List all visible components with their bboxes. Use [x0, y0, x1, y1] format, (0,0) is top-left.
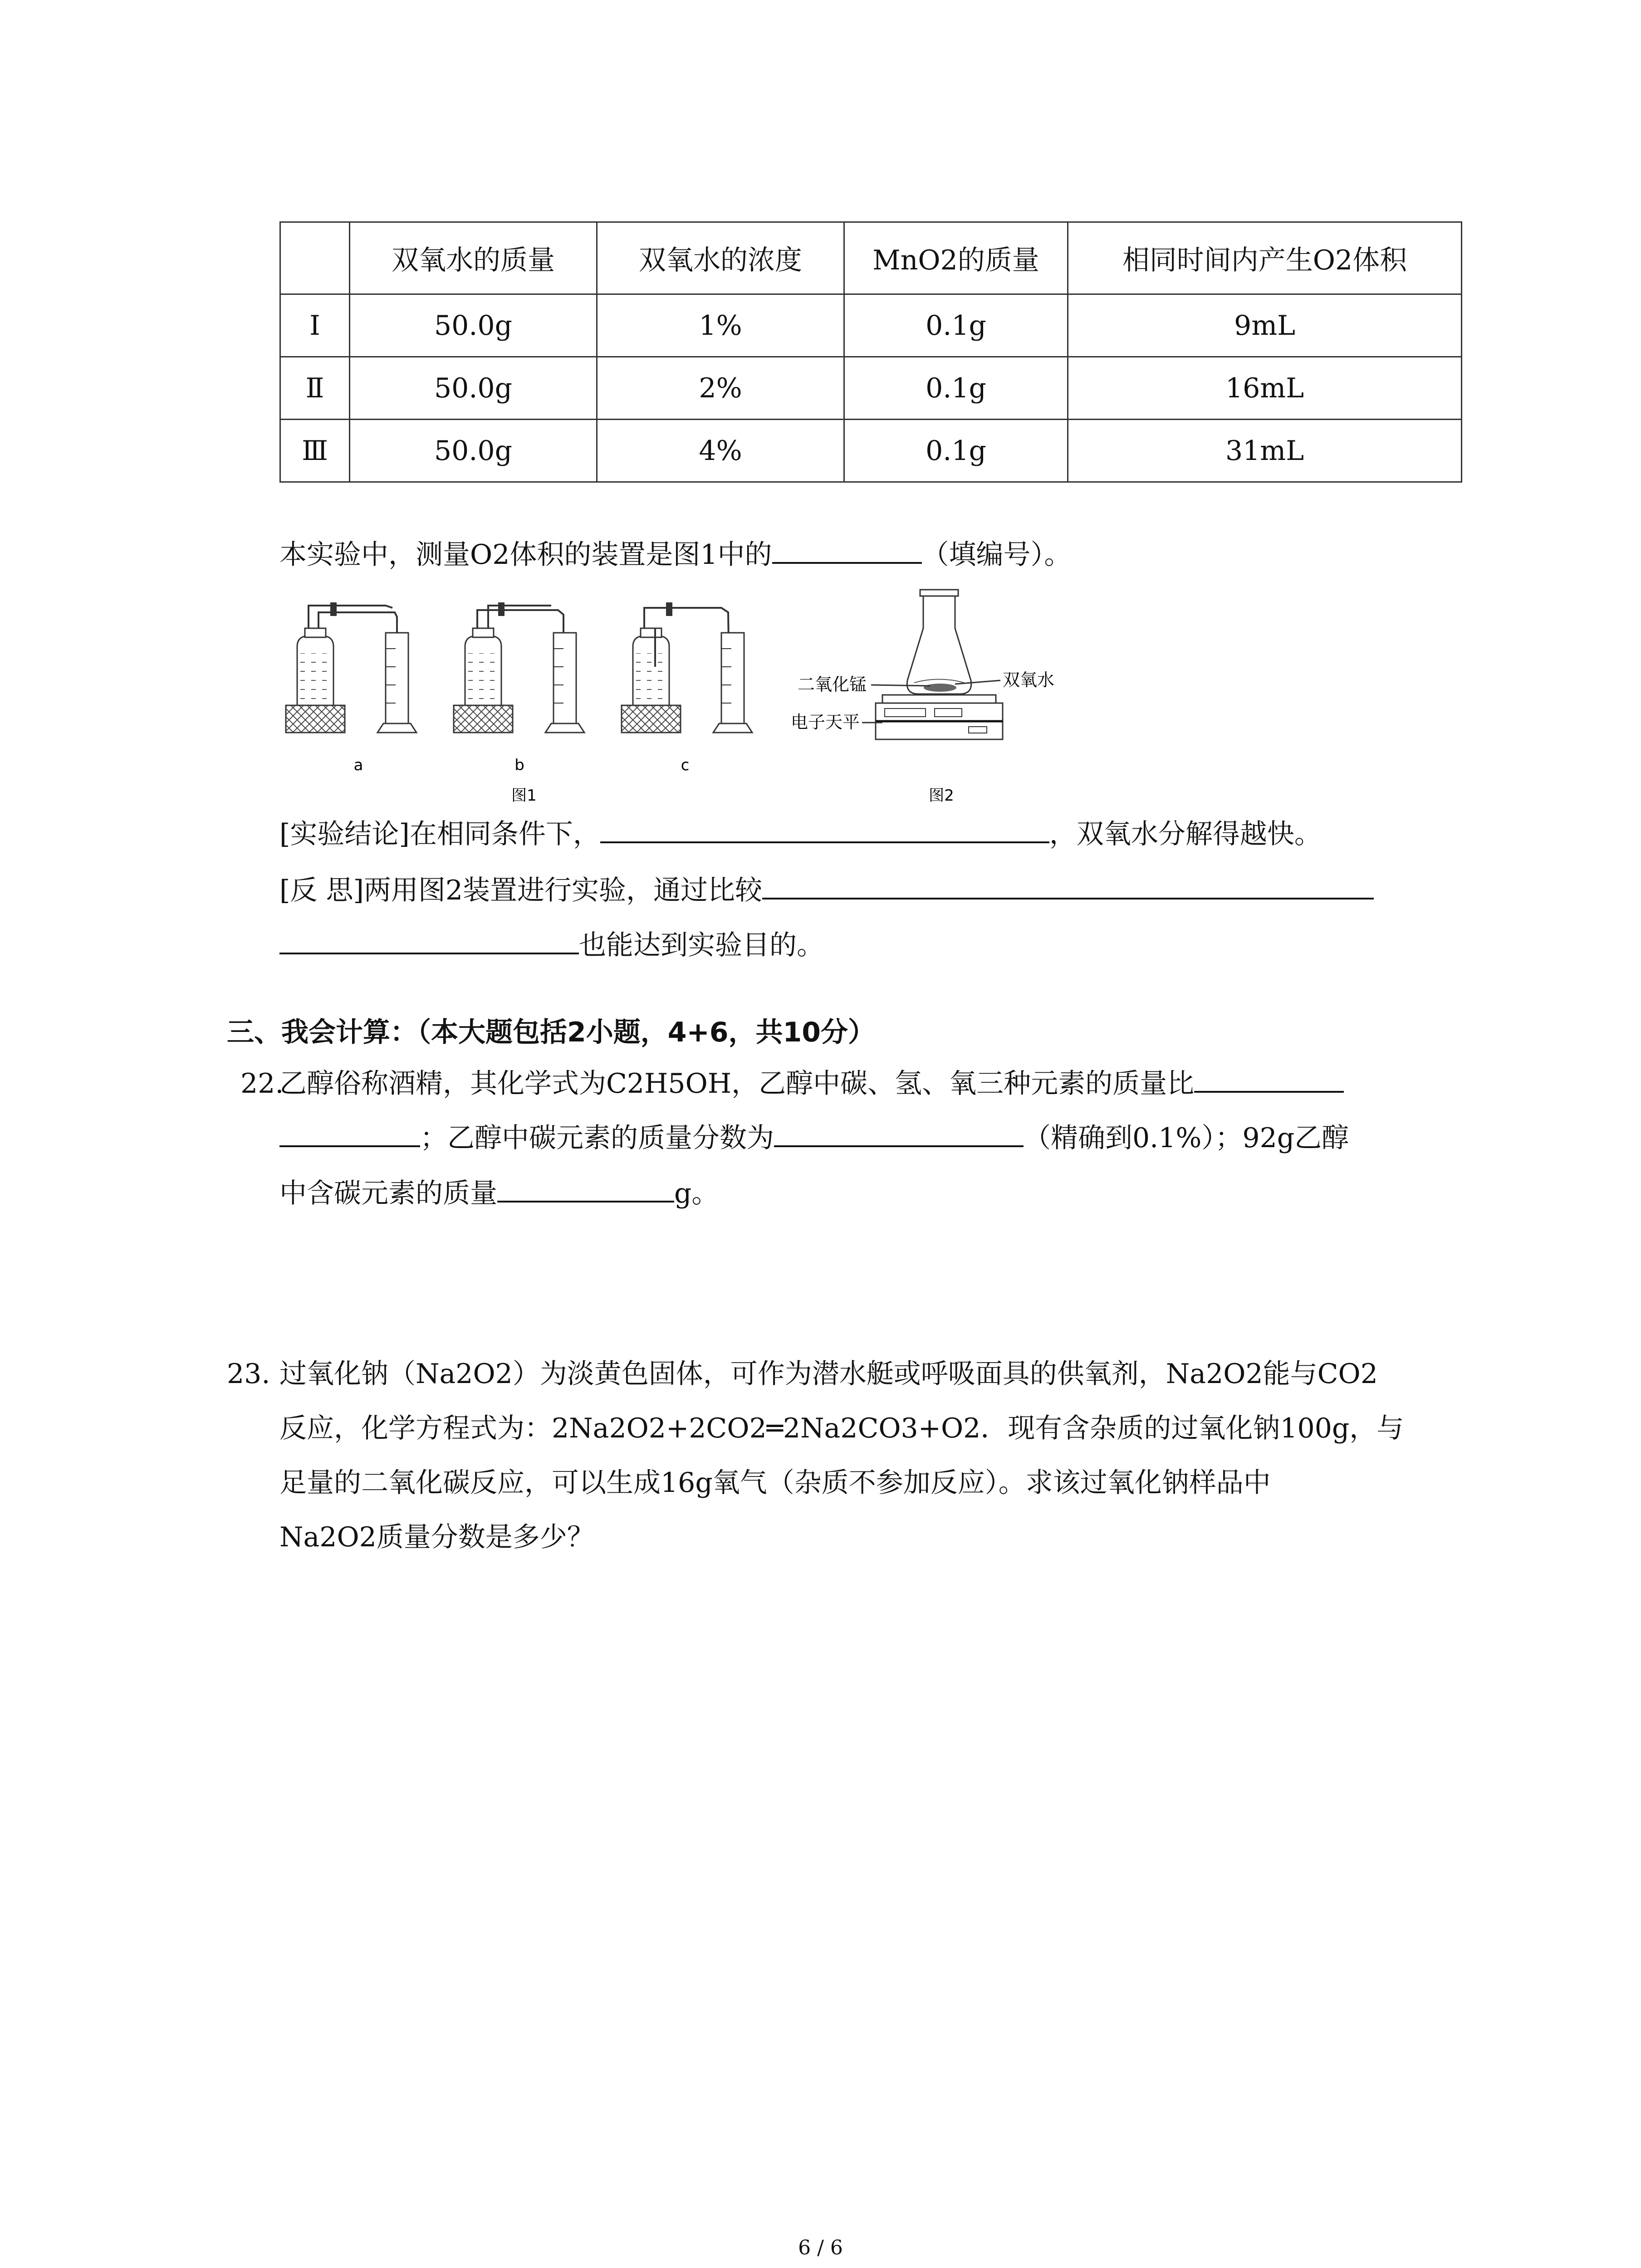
cell-volume: 9mL	[1068, 294, 1462, 357]
question-measure-text: 本实验中，测量O2体积的装置是图1中的	[279, 539, 772, 571]
label-balance: 电子天平	[790, 712, 860, 732]
cell-volume: 31mL	[1068, 420, 1462, 482]
figure-2-caption: 图2	[929, 787, 954, 805]
cell-mass: 50.0g	[350, 420, 597, 482]
question-measure-suffix: （填编号）。	[921, 539, 1072, 571]
answer-blank[interactable]	[1194, 1091, 1344, 1093]
label-mno2: 二氧化锰	[797, 675, 867, 694]
question-22-text: 乙醇俗称酒精，其化学式为C2H5OH，乙醇中碳、氢、氧三种元素的质量比	[279, 1068, 1195, 1100]
answer-blank[interactable]	[600, 841, 1049, 843]
table-header-cell: 双氧水的质量	[350, 222, 597, 294]
answer-blank[interactable]	[497, 1201, 674, 1202]
question-22-text: （精确到0.1%）；92g乙醇	[1024, 1122, 1349, 1154]
question-22-line3	[279, 1177, 719, 1210]
flask-on-balance	[862, 590, 1003, 739]
figure-1-caption: 图1	[511, 787, 537, 805]
cell-mno2: 0.1g	[844, 357, 1068, 420]
question-23-line4: Na2O2质量分数是多少？	[279, 1521, 594, 1553]
cell-concentration: 4%	[597, 420, 844, 482]
question-23-line1: 过氧化钠（Na2O2）为淡黄色固体，可作为潜水艇或呼吸面具的供氧剂，Na2O2能与CO2	[279, 1358, 1378, 1390]
cell-concentration: 2%	[597, 357, 844, 420]
answer-blank[interactable]	[279, 953, 579, 954]
row-label: Ⅰ	[280, 294, 350, 357]
gas-bottle-b	[454, 602, 584, 733]
conclusion-suffix: ，双氧水分解得越快。	[1049, 818, 1322, 850]
gas-bottle-c	[622, 602, 752, 733]
answer-blank[interactable]	[772, 562, 922, 564]
question-22-line1	[279, 1067, 1344, 1100]
label-h2o2: 双氧水	[1003, 670, 1055, 690]
question-number: 22.	[240, 1068, 284, 1100]
cell-volume: 16mL	[1068, 357, 1462, 420]
question-23	[227, 1358, 270, 1390]
reflection-text: [反 思]两用图2装置进行实验，通过比较	[279, 875, 763, 906]
answer-blank[interactable]	[279, 1145, 420, 1147]
experiment-reflection	[279, 874, 1374, 907]
question-23-line2: 反应，化学方程式为：2Na2O2+2CO2═2Na2CO3+O2．现有含杂质的过氧化钠100g，与	[279, 1413, 1404, 1444]
answer-blank[interactable]	[762, 898, 1374, 899]
question-22-text: 中含碳元素的质量	[279, 1178, 497, 1209]
question-22	[240, 1067, 284, 1100]
table-row	[280, 357, 1462, 420]
label-c: c	[681, 756, 690, 774]
table-header-row	[280, 222, 1462, 294]
experiment-reflection-line2	[279, 929, 824, 962]
table-header-cell: MnO2的质量	[844, 222, 1068, 294]
conclusion-text: [实验结论]在相同条件下，	[279, 818, 600, 850]
label-b: b	[514, 756, 524, 774]
table-row	[280, 294, 1462, 357]
question-number: 23.	[227, 1358, 270, 1390]
gas-bottle-a	[286, 602, 416, 733]
answer-blank[interactable]	[774, 1145, 1024, 1147]
table-row	[280, 420, 1462, 482]
cell-mass: 50.0g	[350, 294, 597, 357]
reflection-suffix: 也能达到实验目的。	[579, 929, 824, 961]
page-number: 6 / 6	[798, 2236, 843, 2259]
row-label: Ⅲ	[280, 420, 350, 482]
cell-mno2: 0.1g	[844, 420, 1068, 482]
cell-mass: 50.0g	[350, 357, 597, 420]
apparatus-figure	[277, 585, 1062, 816]
question-22-text: ；乙醇中碳元素的质量分数为	[420, 1122, 774, 1154]
section-heading: 三、我会计算：（本大题包括2小题，4+6，共10分）	[227, 1017, 876, 1048]
row-label: Ⅱ	[280, 357, 350, 420]
label-a: a	[353, 756, 363, 774]
cell-mno2: 0.1g	[844, 294, 1068, 357]
table-header-cell: 相同时间内产生O2体积	[1068, 222, 1462, 294]
table-header-cell: 双氧水的浓度	[597, 222, 844, 294]
question-22-text: g。	[674, 1178, 719, 1209]
table-header-cell	[280, 222, 350, 294]
experiment-table	[279, 221, 1462, 483]
cell-concentration: 1%	[597, 294, 844, 357]
question-measure	[279, 538, 1072, 571]
question-23-line3: 足量的二氧化碳反应，可以生成16g氧气（杂质不参加反应）。求该过氧化钠样品中	[279, 1467, 1271, 1499]
question-22-line2	[279, 1122, 1349, 1154]
experiment-conclusion	[279, 818, 1322, 850]
